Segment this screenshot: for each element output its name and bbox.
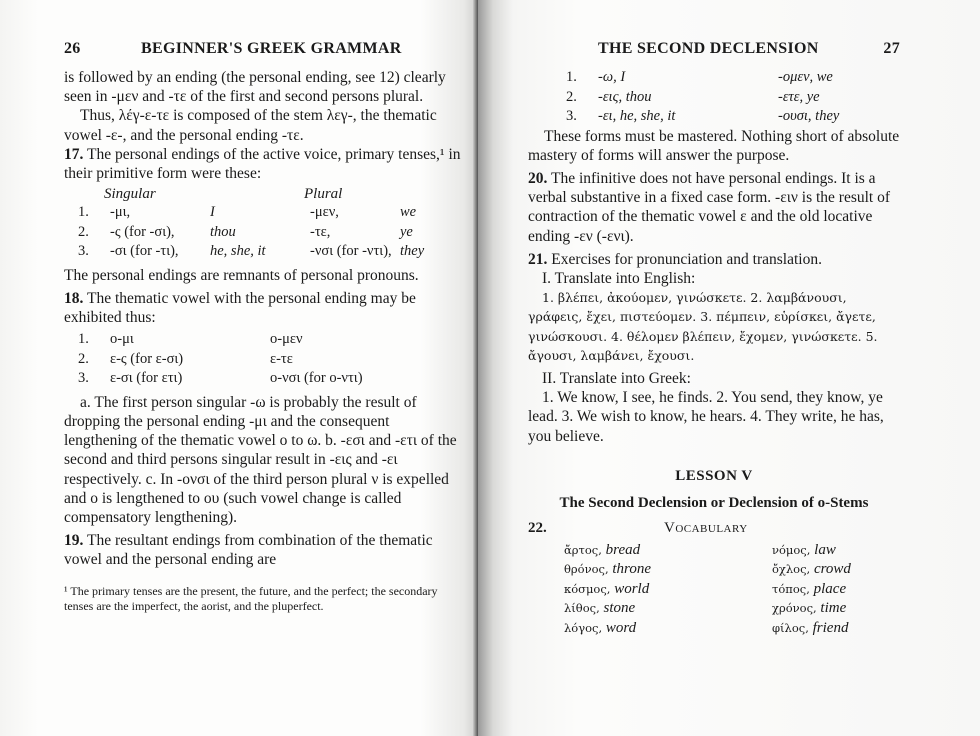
vocab-item: λίθος, stone bbox=[564, 600, 636, 617]
vocab-item: φίλος, friend bbox=[772, 619, 849, 636]
lesson-subtitle: The Second Declension or Declension of ο-Stems bbox=[559, 494, 869, 511]
endings-table-headers bbox=[104, 186, 462, 203]
vocab-item: ἄρτος, bread bbox=[564, 541, 641, 558]
page-number: 27 bbox=[883, 40, 900, 57]
section-number: 20. bbox=[528, 169, 548, 187]
plural-form: -ετε, ye bbox=[778, 88, 820, 105]
vocab-item: λόγος, word bbox=[564, 619, 637, 636]
singular-form: ε-σι (for ετι) bbox=[110, 370, 183, 387]
plural-ending: -νσι (for -ντι), bbox=[310, 243, 392, 260]
section-text: The infinitive does not have personal endings. It is a verbal substantive in a fixed case form. -ειν is the result of contraction of the thematic vowel ε and the old locative ending -εν (-ενι). bbox=[528, 169, 891, 245]
section-text: Exercises for pronunciation and translation. bbox=[551, 250, 822, 268]
footnote: ¹ The primary tenses are the present, the future, and the perfect; the secondary tenses are the imperfect, the aorist, and the pluperfect. bbox=[64, 583, 438, 613]
section-number: 21. bbox=[528, 250, 548, 268]
row-number: 3. bbox=[566, 108, 577, 124]
singular-ending: -ς (for -σι), bbox=[110, 223, 175, 240]
singular-form: ο-μι bbox=[110, 331, 134, 348]
singular-gloss: thou bbox=[210, 223, 236, 240]
plural-form: ο-μεν bbox=[270, 331, 303, 348]
row-number: 2. bbox=[78, 350, 89, 367]
right-page bbox=[478, 0, 980, 736]
vocab-item: χρόνος, time bbox=[772, 600, 847, 617]
singular-ending: -μι, bbox=[110, 204, 131, 221]
row-number: 3. bbox=[78, 370, 89, 387]
plural-ending: -τε, bbox=[310, 223, 331, 240]
plural-heading: Plural bbox=[304, 186, 343, 203]
exercise-1-heading: I. Translate into English: bbox=[542, 269, 696, 287]
section-number: 19. bbox=[64, 532, 84, 550]
vocab-item: νόμος, law bbox=[772, 541, 836, 558]
row-number: 1. bbox=[78, 331, 89, 348]
vocabulary-list bbox=[564, 541, 900, 639]
plural-gloss: they bbox=[400, 243, 425, 260]
singular-gloss: he, she, it bbox=[210, 243, 266, 260]
section-text: The resultant endings from combination of the thematic vowel and the personal ending are bbox=[64, 532, 433, 569]
row-number: 2. bbox=[78, 223, 89, 240]
vocab-item: τόπος, place bbox=[772, 580, 847, 597]
section-20 bbox=[528, 169, 900, 246]
section-19 bbox=[64, 531, 462, 569]
right-page-header bbox=[528, 40, 900, 58]
vocab-item: κόσμος, world bbox=[564, 580, 650, 597]
paragraph-notes-abc: a. The first person singular -ω is probably the result of dropping the personal ending -μι and the consequent lengthening of the thematic vowel ο to ω. b. -εσι and -ετι of the second and third persons singular result in -εις and -ει respectively. c. In -ονσι of the third person plural ν is expelled and ο is lengthened to ου (such vowel change is called compensatory lengthening). bbox=[64, 393, 457, 527]
singular-ending: -σι (for -τι), bbox=[110, 243, 179, 260]
singular-form: -ω, I bbox=[598, 69, 626, 85]
paragraph: is followed by an ending (the personal ending, see 12) clearly seen in -μεν and -τε of the first and second persons plural. bbox=[64, 69, 446, 106]
singular-form: -εις, thou bbox=[598, 88, 652, 105]
vocab-item: θρόνος, throne bbox=[564, 561, 651, 578]
paragraph: These forms must be mastered. Nothing short of absolute mastery of forms will answer the purpose. bbox=[528, 127, 900, 164]
row-number: 1. bbox=[566, 69, 577, 85]
plural-form: -ουσι, they bbox=[778, 108, 840, 124]
running-title: THE SECOND DECLENSION bbox=[598, 40, 819, 57]
section-text: The thematic vowel with the personal ending may be exhibited thus: bbox=[64, 289, 416, 327]
exercise-2-text: 1. We know, I see, he finds. 2. You send, they know, ye lead. 3. We wish to know, he hears. 4. They write, he has, you believe. bbox=[528, 389, 884, 445]
plural-form: ε-τε bbox=[270, 350, 293, 367]
page-number: 26 bbox=[64, 40, 81, 57]
section-17 bbox=[64, 145, 462, 183]
paragraph: Thus, λέγ-ε-τε is composed of the stem λεγ-, the thematic vowel -ε-, and the personal ending -τε. bbox=[64, 107, 437, 144]
row-number: 2. bbox=[566, 88, 577, 105]
resultant-endings-table bbox=[566, 68, 900, 127]
vocabulary-heading bbox=[528, 520, 900, 537]
plural-form: ο-νσι (for ο-ντι) bbox=[270, 370, 363, 387]
left-page bbox=[0, 0, 478, 736]
section-number: 18. bbox=[64, 289, 84, 307]
section-21 bbox=[528, 250, 900, 269]
exercise-1-text: 1. βλέπει, ἀκούομεν, γινώσκετε. 2. λαμβάνουσι, γράφεις, ἔχει, πιστεύομεν. 3. πέμπειν, εὑρίσκει, ἄγετε, γινώσκουσι. 4. θέλομεν βλέπειν, ἔχομεν, γινώσκετε. 5. ἄγουσι, λαμβάνει, ἔχουσι. bbox=[528, 290, 878, 363]
plural-gloss: we bbox=[400, 204, 417, 221]
section-text: The personal endings of the active voice, primary tenses,¹ in their primitive form were these: bbox=[64, 145, 461, 183]
singular-form: ε-ς (for ε-σι) bbox=[110, 350, 184, 367]
section-number: 22. bbox=[528, 519, 547, 536]
lesson-title: LESSON V bbox=[675, 467, 753, 484]
left-page-header bbox=[64, 40, 462, 58]
vocabulary-label: Vocabulary bbox=[664, 519, 748, 536]
personal-endings-table bbox=[78, 203, 462, 262]
vocab-item: ὄχλος, crowd bbox=[772, 561, 851, 578]
plural-form: -ομεν, we bbox=[778, 69, 833, 85]
singular-form: -ει, he, she, it bbox=[598, 108, 676, 124]
plural-gloss: ye bbox=[400, 223, 413, 240]
row-number: 3. bbox=[78, 243, 89, 260]
row-number: 1. bbox=[78, 204, 89, 221]
exercise-2-heading: II. Translate into Greek: bbox=[542, 369, 691, 387]
paragraph: The personal endings are remnants of personal pronouns. bbox=[64, 266, 419, 284]
running-title: BEGINNER'S GREEK GRAMMAR bbox=[141, 40, 402, 57]
plural-ending: -μεν, bbox=[310, 204, 339, 221]
section-18 bbox=[64, 289, 462, 327]
thematic-vowel-table bbox=[78, 330, 462, 389]
singular-heading: Singular bbox=[104, 186, 156, 203]
section-number: 17. bbox=[64, 145, 84, 163]
singular-gloss: I bbox=[210, 204, 215, 221]
